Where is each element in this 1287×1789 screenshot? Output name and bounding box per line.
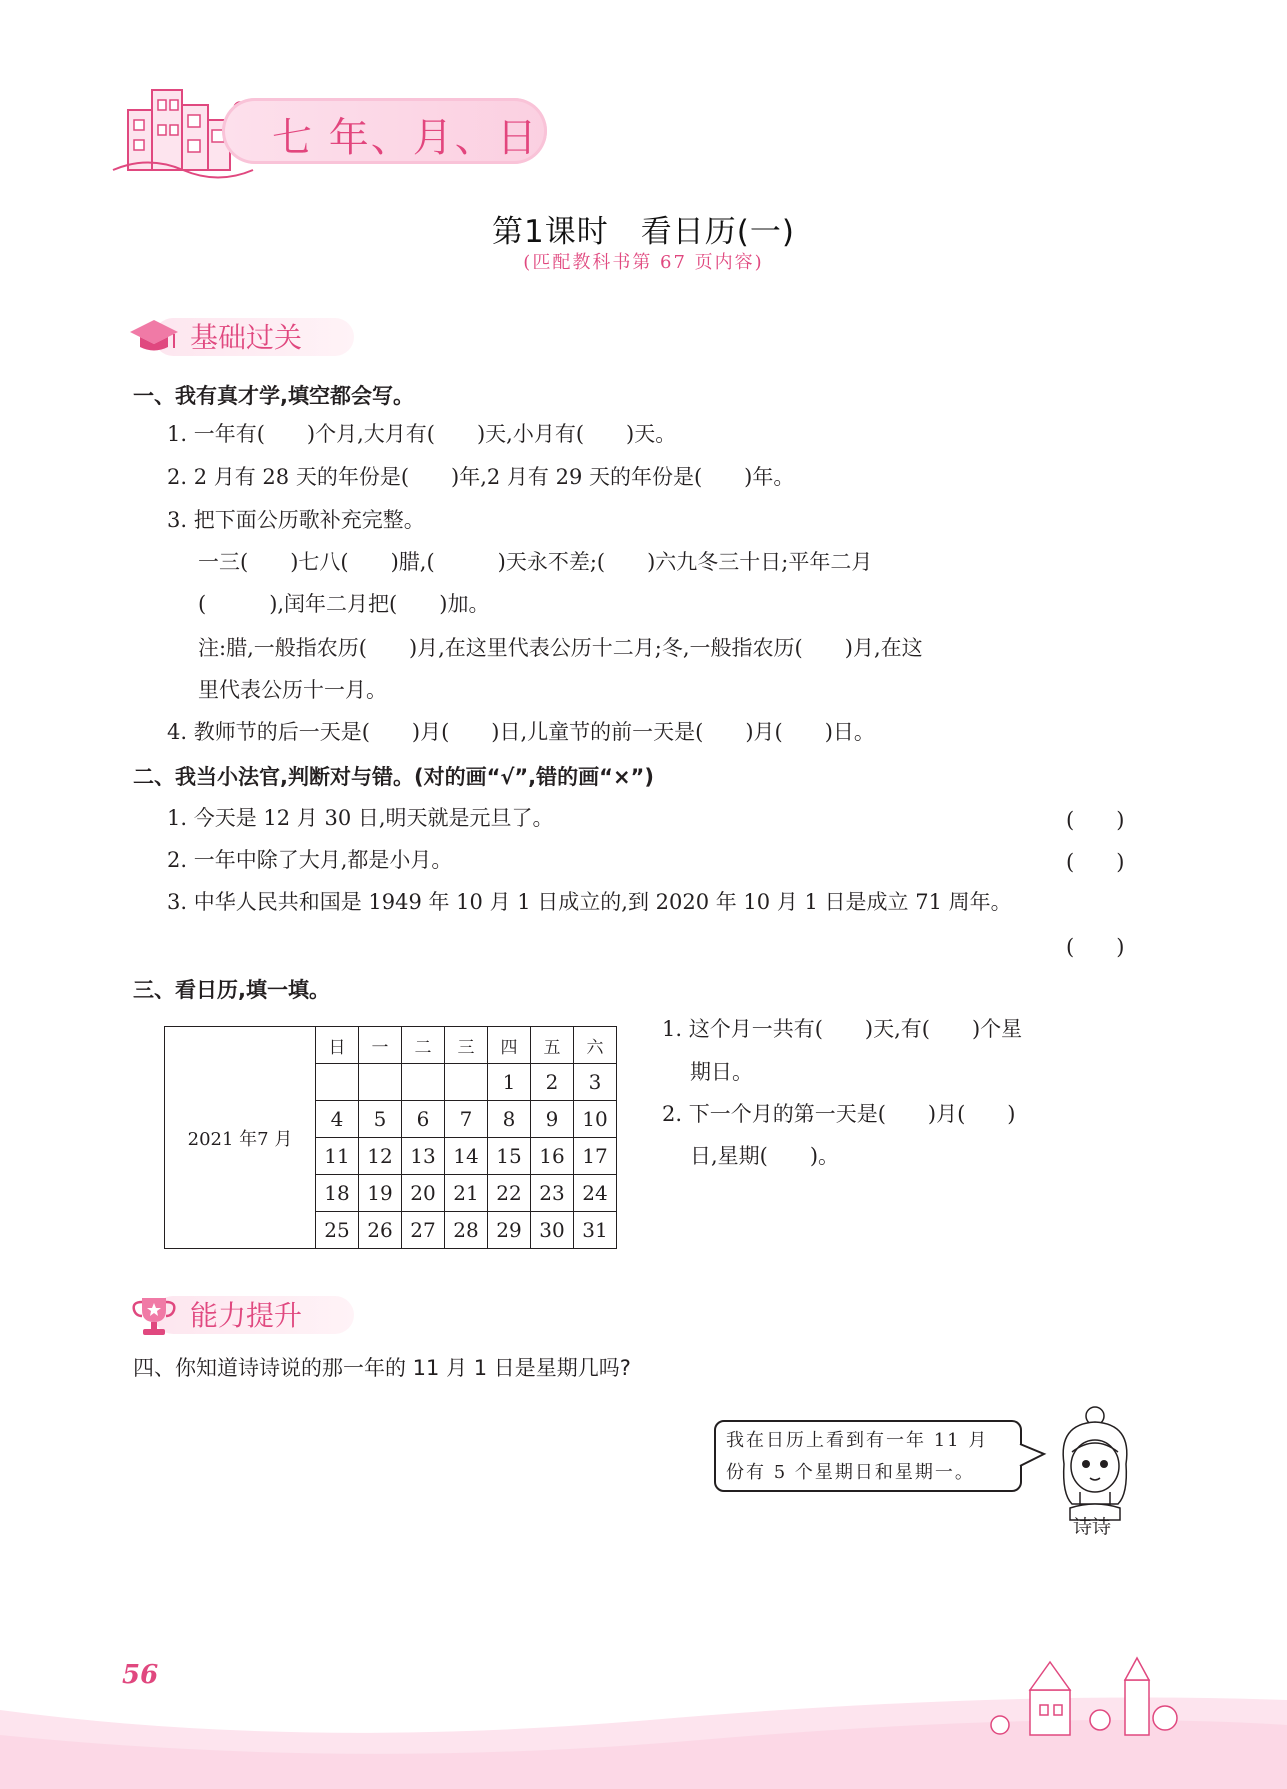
section-header-basic	[128, 312, 368, 358]
part1-q3-line1: 一三( )七八( )腊,( )天永不差;( )六九冬三十日;平年二月	[198, 550, 873, 574]
calendar-day: 23	[531, 1175, 574, 1212]
calendar-day: 9	[531, 1101, 574, 1138]
weekday-fri: 五	[531, 1027, 574, 1064]
calendar-day: 28	[445, 1212, 488, 1249]
section-label-advanced: 能力提升	[190, 1299, 303, 1332]
calendar-day: 30	[531, 1212, 574, 1249]
calendar-day: 17	[574, 1138, 617, 1175]
graduation-cap-icon	[128, 316, 180, 356]
part1-q3-note2: 里代表公历十一月。	[198, 678, 387, 702]
calendar-day	[445, 1064, 488, 1101]
weekday-tue: 二	[402, 1027, 445, 1064]
calendar-day: 7	[445, 1101, 488, 1138]
section-label-basic: 基础过关	[190, 321, 303, 354]
calendar-day: 11	[316, 1138, 359, 1175]
weekday-sat: 六	[574, 1027, 617, 1064]
calendar-day: 1	[488, 1064, 531, 1101]
calendar-day: 31	[574, 1212, 617, 1249]
weekday-mon: 一	[359, 1027, 402, 1064]
part3-heading: 三、看日历,填一填。	[133, 978, 330, 1002]
calendar-day: 24	[574, 1175, 617, 1212]
calendar-month-label: 2021 年7 月	[165, 1027, 316, 1249]
calendar-day: 29	[488, 1212, 531, 1249]
calendar-day: 26	[359, 1212, 402, 1249]
part3-q1-line1: 1. 这个月一共有( )天,有( )个星	[662, 1017, 1023, 1041]
speech-line-2: 份有 5 个星期日和星期一。	[726, 1462, 975, 1483]
section-header-advanced	[128, 1290, 368, 1336]
calendar-day	[402, 1064, 445, 1101]
part1-q3-note1: 注:腊,一般指农历( )月,在这里代表公历十二月;冬,一般指农历( )月,在这	[198, 636, 923, 660]
part2-item-2: 2. 一年中除了大月,都是小月。	[167, 848, 453, 872]
chapter-title: 七 年、月、日	[272, 115, 539, 161]
part2-heading: 二、我当小法官,判断对与错。(对的画“√”,错的画“×”)	[133, 765, 654, 789]
part1-q3: 3. 把下面公历歌补充完整。	[167, 508, 425, 532]
weekday-wed: 三	[445, 1027, 488, 1064]
calendar-day: 5	[359, 1101, 402, 1138]
lesson-title: 第1课时 看日历(一)	[492, 214, 795, 250]
answer-paren: ( )	[1066, 808, 1125, 832]
calendar-day: 6	[402, 1101, 445, 1138]
calendar-day: 3	[574, 1064, 617, 1101]
part1-q2: 2. 2 月有 28 天的年份是( )年,2 月有 29 天的年份是( )年。	[167, 465, 795, 489]
calendar-day: 2	[531, 1064, 574, 1101]
part1-q4: 4. 教师节的后一天是( )月( )日,儿童节的前一天是( )月( )日。	[167, 720, 875, 744]
part2-item-1: 1. 今天是 12 月 30 日,明天就是元旦了。	[167, 806, 554, 830]
part1-q3-line2: ( ),闰年二月把( )加。	[198, 592, 490, 616]
calendar-day	[359, 1064, 402, 1101]
calendar-day: 16	[531, 1138, 574, 1175]
calendar-day: 27	[402, 1212, 445, 1249]
calendar-day: 10	[574, 1101, 617, 1138]
part3-q2-line2: 日,星期( )。	[690, 1144, 840, 1168]
speech-line-1: 我在日历上看到有一年 11 月	[726, 1430, 989, 1451]
calendar-table	[164, 1026, 617, 1249]
weekday-sun: 日	[316, 1027, 359, 1064]
calendar-day: 14	[445, 1138, 488, 1175]
lesson-subtitle: (匹配教科书第 67 页内容)	[523, 252, 764, 273]
answer-paren: ( )	[1066, 850, 1125, 874]
calendar-day	[316, 1064, 359, 1101]
calendar-day: 13	[402, 1138, 445, 1175]
calendar-day: 12	[359, 1138, 402, 1175]
calendar-day: 20	[402, 1175, 445, 1212]
part2-item-3: 3. 中华人民共和国是 1949 年 10 月 1 日成立的,到 2020 年 10 月 1 日是成立 71 周年。	[167, 890, 1012, 914]
girl-avatar	[1050, 1404, 1140, 1524]
speech-bubble	[714, 1420, 1022, 1492]
speaker-name: 诗诗	[1073, 1516, 1112, 1538]
footer-wave	[0, 1640, 1287, 1789]
part1-q1: 1. 一年有( )个月,大月有( )天,小月有( )天。	[167, 422, 677, 446]
calendar-day: 8	[488, 1101, 531, 1138]
calendar-day: 21	[445, 1175, 488, 1212]
trophy-icon	[128, 1294, 180, 1338]
part4-heading: 四、你知道诗诗说的那一年的 11 月 1 日是星期几吗?	[133, 1356, 631, 1380]
part3-q2-line1: 2. 下一个月的第一天是( )月( )	[662, 1102, 1016, 1126]
answer-paren: ( )	[1066, 935, 1125, 959]
calendar-day: 22	[488, 1175, 531, 1212]
calendar-day: 19	[359, 1175, 402, 1212]
calendar-day: 18	[316, 1175, 359, 1212]
weekday-thu: 四	[488, 1027, 531, 1064]
calendar-day: 15	[488, 1138, 531, 1175]
speech-bubble-tail	[1018, 1440, 1048, 1470]
calendar-day: 25	[316, 1212, 359, 1249]
page-number: 56	[122, 1660, 159, 1690]
calendar-day: 4	[316, 1101, 359, 1138]
part3-q1-line2: 期日。	[690, 1060, 753, 1084]
part1-heading: 一、我有真才学,填空都会写。	[133, 384, 414, 408]
